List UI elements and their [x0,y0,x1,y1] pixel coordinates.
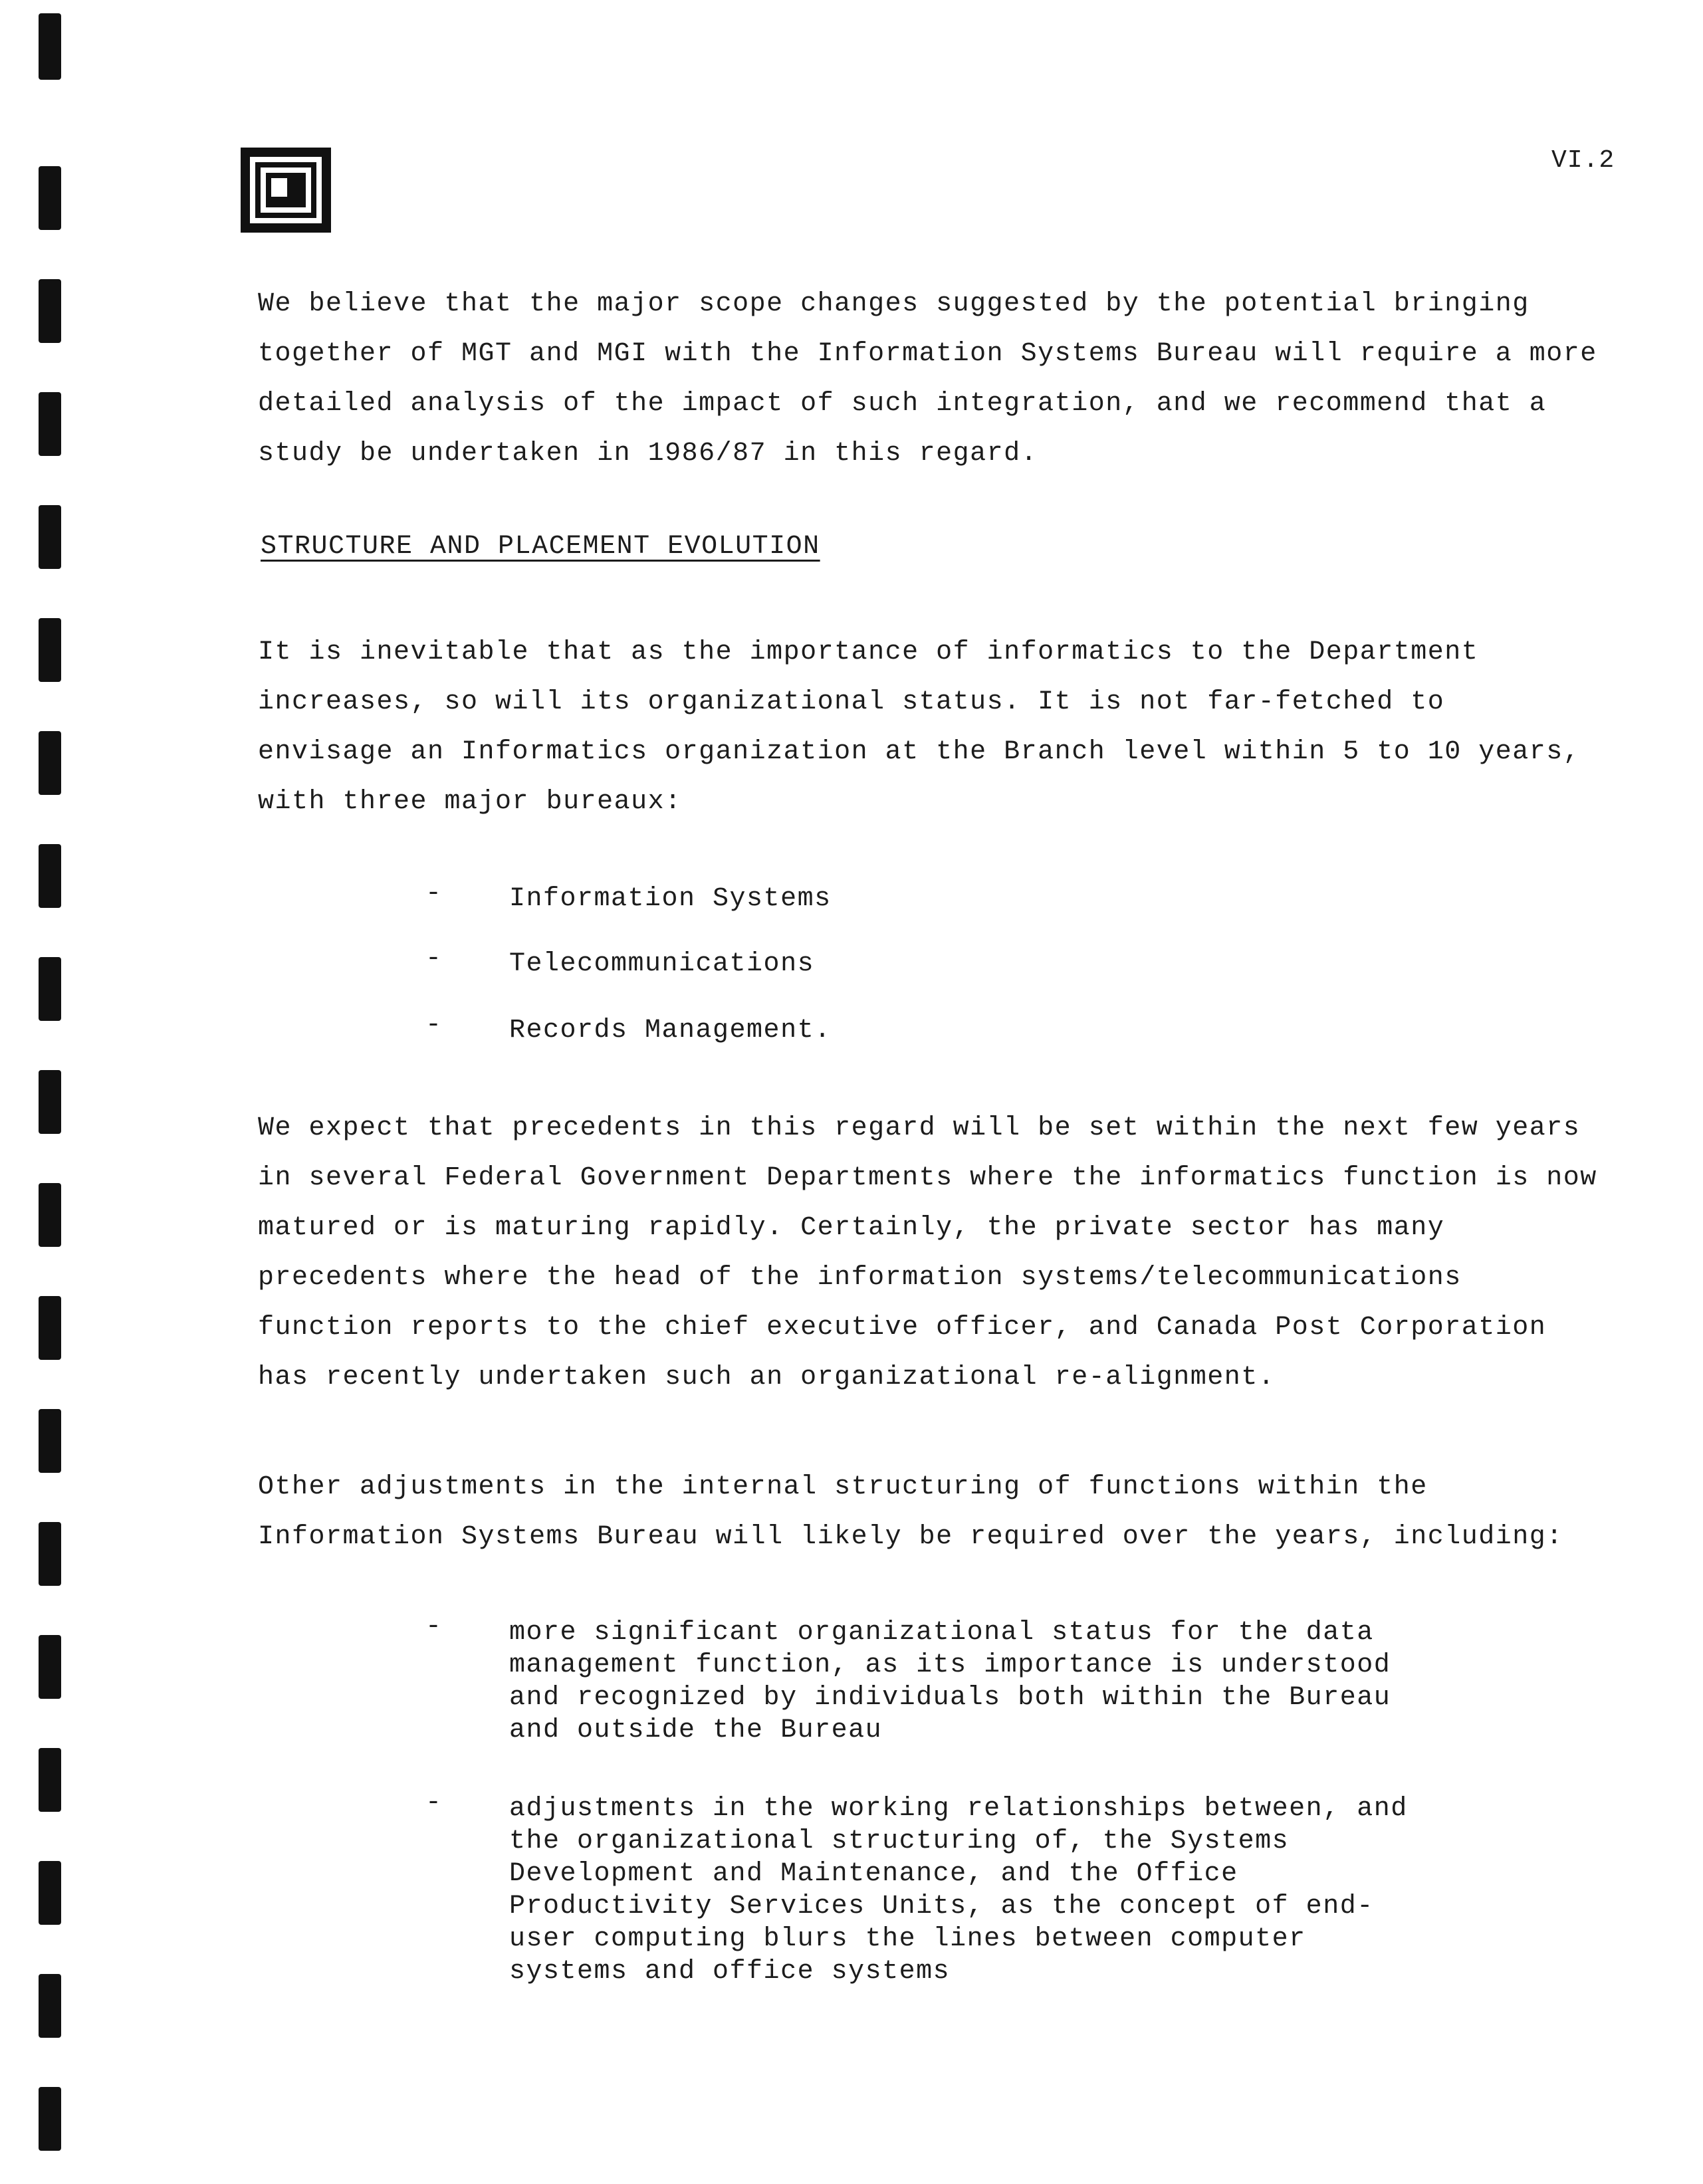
binder-hole [39,2087,61,2151]
text-line: function reports to the chief executive officer, and Canada Post Corporation [258,1313,1547,1343]
paragraph-scope-changes [258,279,1597,479]
text-line: study be undertaken in 1986/87 in this regard. [258,439,1038,469]
binder-hole [39,1183,61,1247]
text-line: We believe that the major scope changes suggested by the potential bringing [258,289,1530,319]
list-bullet: - [425,1788,442,1818]
binder-hole [39,1522,61,1586]
text-line: and recognized by individuals both within the Bureau [509,1683,1391,1713]
list-item: Telecommunications [509,949,815,979]
page-number: VI.2 [1551,146,1615,175]
text-line: precedents where the head of the information systems/telecommunications [258,1263,1462,1293]
text-line: increases, so will its organizational status. It is not far-fetched to [258,687,1445,717]
text-line: detailed analysis of the impact of such integration, and we recommend that a [258,389,1547,419]
list-bullet: - [425,944,442,974]
text-line: Other adjustments in the internal structuring of functions within the [258,1472,1428,1502]
text-line: has recently undertaken such an organizational re-alignment. [258,1363,1276,1392]
list-bullet: - [425,1010,442,1040]
binder-hole [39,1635,61,1699]
text-line: together of MGT and MGI with the Information Systems Bureau will require a more [258,339,1597,369]
binder-hole [39,844,61,908]
text-line: Productivity Services Units, as the concept of end- [509,1892,1374,1921]
list-item [509,1616,1391,1747]
list-item [509,1793,1408,1988]
binder-hole [39,279,61,343]
binder-hole [39,166,61,230]
paragraph-precedents [258,1103,1597,1402]
list-item: Records Management. [509,1016,832,1045]
list-bullet: - [425,879,442,909]
text-line: Development and Maintenance, and the Office [509,1859,1238,1889]
binder-hole [39,618,61,682]
text-line: and outside the Bureau [509,1715,883,1745]
binder-hole [39,1974,61,2038]
section-heading: STRUCTURE AND PLACEMENT EVOLUTION [261,532,820,562]
binder-hole [39,1748,61,1812]
binder-hole [39,392,61,456]
binder-hole [39,13,61,80]
text-line: systems and office systems [509,1957,951,1987]
text-line: matured or is maturing rapidly. Certainly, the private sector has many [258,1213,1445,1243]
text-line: the organizational structuring of, the Systems [509,1826,1290,1856]
list-item: Information Systems [509,884,832,914]
binder-hole [39,505,61,569]
binder-hole [39,731,61,795]
text-line: with three major bureaux: [258,787,682,817]
paragraph-inevitable [258,627,1594,827]
text-line: We expect that precedents in this regard will be set within the next few years [258,1113,1581,1143]
text-line: envisage an Informatics organization at the Branch level within 5 to 10 years, [258,737,1581,767]
binder-hole [39,1070,61,1134]
binder-hole [39,1296,61,1360]
list-bullet: - [425,1612,442,1642]
binder-holes [39,0,65,2184]
binder-hole [39,1409,61,1473]
binder-hole [39,1861,61,1925]
text-line: in several Federal Government Departments where the informatics function is now [258,1163,1597,1193]
text-line: user computing blurs the lines between computer [509,1924,1306,1954]
text-line: Information Systems Bureau will likely be required over the years, including: [258,1522,1563,1552]
text-line: more significant organizational status for the data [509,1618,1374,1648]
text-line: It is inevitable that as the importance of informatics to the Department [258,637,1479,667]
spiral-logo-icon [241,148,331,233]
paragraph-other-adjustments [258,1462,1594,1562]
text-line: adjustments in the working relationships between, and [509,1794,1408,1824]
binder-hole [39,957,61,1021]
text-line: management function, as its importance is understood [509,1650,1391,1680]
